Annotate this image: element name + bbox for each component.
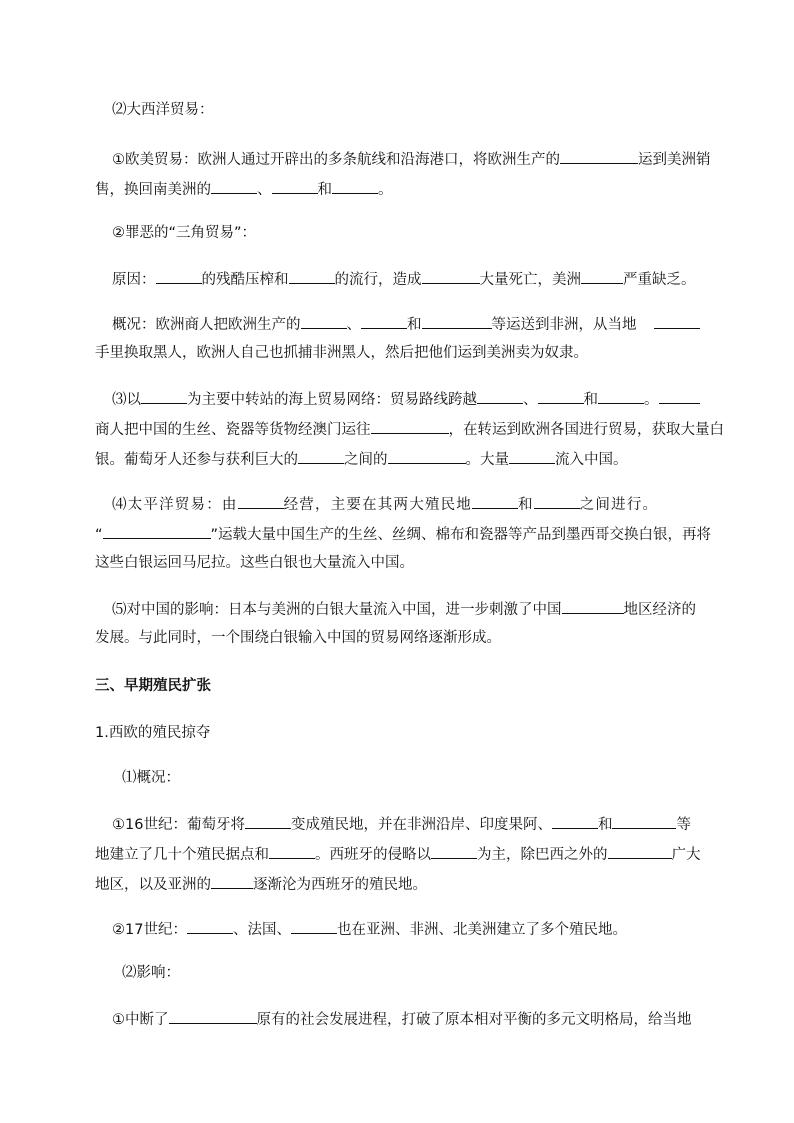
blank[interactable]	[477, 388, 523, 404]
blank[interactable]	[291, 918, 337, 934]
blank[interactable]	[169, 1008, 257, 1024]
blank[interactable]	[272, 178, 318, 194]
text-line: ⑸对中国的影响：日本与美洲的白银大量流入中国，进一步刺激了中国 地区经济的	[112, 598, 700, 620]
blank[interactable]	[211, 873, 253, 889]
text-line: ②罪恶的“三角贸易”：	[112, 225, 257, 241]
text-line: ⑵影响：	[122, 965, 180, 981]
text-line: 地建立了几十个殖民据点和 。西班牙的侵略以 为主，除巴西之外的 广大	[95, 843, 701, 865]
blank[interactable]	[156, 268, 202, 284]
blank[interactable]	[612, 813, 676, 829]
blank[interactable]	[562, 598, 624, 614]
text-line: 地区，以及亚洲的 逐渐沦为西班牙的殖民地。	[95, 873, 701, 895]
blank[interactable]	[361, 313, 407, 329]
blank[interactable]	[472, 493, 518, 509]
blank[interactable]	[422, 268, 480, 284]
subheading-atlantic-trade: ⑵大西洋贸易：	[112, 102, 214, 118]
blank[interactable]	[141, 388, 187, 404]
blank[interactable]	[371, 418, 449, 434]
text-line: ①16世纪：葡萄牙将 变成殖民地，并在非洲沿岸、印度果阿、 和 等	[112, 813, 700, 835]
text-line: ⑷太平洋贸易：由 经营，主要在其两大殖民地 和 之间进行。	[112, 493, 700, 515]
text-line: ①中断了 原有的社会发展进程，打破了原本相对平衡的多元文明格局，给当地	[112, 1008, 700, 1030]
blank[interactable]	[298, 448, 344, 464]
text-line: 原因： 的残酷压榨和 的流行，造成 大量死亡，美洲 严重缺乏。	[112, 268, 700, 290]
text-line: ⑴概况：	[122, 770, 180, 786]
blank[interactable]	[211, 178, 257, 194]
text-line: 手里换取黑人，欧洲人自己也抓捕非洲黑人，然后把他们运到美洲卖为奴隶。	[95, 345, 588, 361]
blank[interactable]	[509, 448, 555, 464]
blank[interactable]	[608, 843, 672, 859]
text-line: 这些白银运回马尼拉。这些白银也大量流入中国。	[95, 555, 414, 571]
blank[interactable]	[431, 843, 477, 859]
blank[interactable]	[552, 813, 598, 829]
blank[interactable]	[187, 918, 233, 934]
text-line: “ ”运载大量中国生产的生丝、丝绸、棉布和瓷器等产品到墨西哥交换白银，再将	[95, 523, 701, 545]
text-line: ①欧美贸易：欧洲人通过开辟出的多条航线和沿海港口，将欧洲生产的 运到美洲销	[112, 148, 700, 170]
text-line: ⑶以 为主要中转站的海上贸易网络：贸易路线跨越 、 和 。	[112, 388, 700, 410]
blank[interactable]	[581, 268, 623, 284]
blank[interactable]	[534, 493, 580, 509]
blank[interactable]	[245, 813, 291, 829]
blank[interactable]	[289, 268, 335, 284]
subsection-heading: 1.西欧的殖民掠夺	[95, 725, 211, 741]
blank[interactable]	[659, 388, 701, 404]
section-heading: 三、早期殖民扩张	[95, 678, 211, 694]
text-line: 商人把中国的生丝、瓷器等货物经澳门运往 ，在转运到欧洲各国进行贸易，获取大量白	[95, 418, 701, 440]
blank[interactable]	[238, 493, 284, 509]
blank[interactable]	[332, 178, 378, 194]
blank[interactable]	[269, 843, 315, 859]
blank[interactable]	[538, 388, 584, 404]
blank[interactable]	[103, 523, 211, 539]
blank[interactable]	[388, 448, 466, 464]
blank[interactable]	[654, 313, 700, 329]
blank[interactable]	[422, 313, 492, 329]
blank[interactable]	[301, 313, 347, 329]
text-line: 发展。与此同时，一个围绕白银输入中国的贸易网络逐渐形成。	[95, 630, 501, 646]
blank[interactable]	[598, 388, 644, 404]
text-line: 售，换回南美洲的 、 和 。	[95, 178, 701, 200]
blank[interactable]	[560, 148, 638, 164]
text-line: ②17世纪： 、法国、 也在亚洲、非洲、北美洲建立了多个殖民地。	[112, 918, 718, 940]
text-line: 银。葡萄牙人还参与获利巨大的 之间的 。大量 流入中国。	[95, 448, 701, 470]
text-line: 概况：欧洲商人把欧洲生产的 、 和 等运送到非洲，从当地	[112, 313, 700, 335]
